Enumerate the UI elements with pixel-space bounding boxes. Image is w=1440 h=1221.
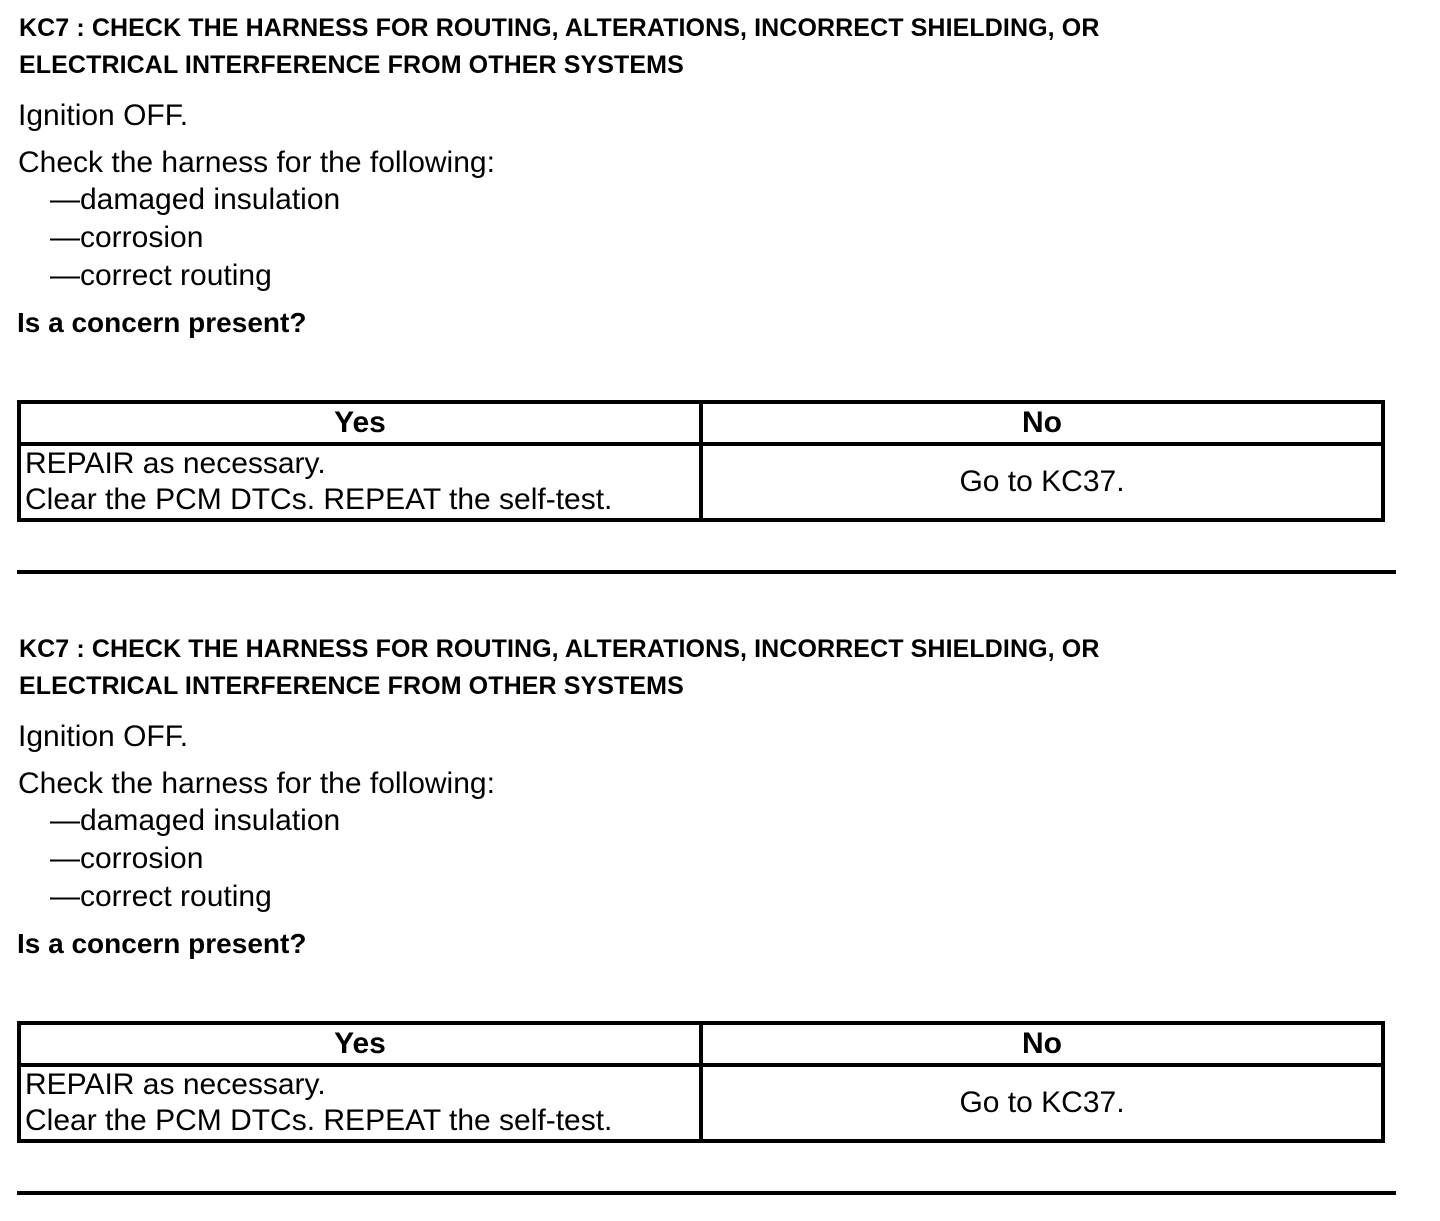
yes-column-header: Yes [19, 402, 701, 444]
no-action-cell: Go to KC37. [701, 1065, 1383, 1141]
yes-action-cell [19, 444, 701, 520]
section-divider [17, 1191, 1396, 1195]
checklist-item: —corrosion [50, 842, 204, 875]
no-column-header: No [701, 402, 1383, 444]
yes-action-line-2: Clear the PCM DTCs. REPEAT the self-test. [25, 1104, 613, 1137]
checklist-item: —damaged insulation [50, 804, 341, 837]
table-row [19, 1065, 1383, 1141]
checklist-item: —damaged insulation [50, 183, 341, 216]
yes-action-line-2: Clear the PCM DTCs. REPEAT the self-test. [25, 483, 613, 516]
table-row [19, 444, 1383, 520]
harness-checklist [50, 802, 340, 916]
checklist-item: —corrosion [50, 221, 204, 254]
step-heading [19, 631, 1379, 705]
check-intro: Check the harness for the following: [18, 767, 495, 800]
section-divider [17, 570, 1396, 574]
yes-action-line-1: REPAIR as necessary. [25, 447, 326, 480]
ignition-instruction: Ignition OFF. [18, 99, 189, 132]
checklist-item: —correct routing [50, 880, 272, 913]
yes-column-header: Yes [19, 1023, 701, 1065]
step-heading-line-2: ELECTRICAL INTERFERENCE FROM OTHER SYSTEMS [19, 672, 684, 700]
checklist-item: —correct routing [50, 259, 272, 292]
ignition-instruction: Ignition OFF. [18, 720, 189, 753]
table-header-row [19, 402, 1383, 444]
step-heading-line-1: KC7 : CHECK THE HARNESS FOR ROUTING, ALTERATIONS, INCORRECT SHIELDING, OR [19, 14, 1100, 42]
yes-no-result-table [17, 1021, 1385, 1143]
step-heading-line-1: KC7 : CHECK THE HARNESS FOR ROUTING, ALTERATIONS, INCORRECT SHIELDING, OR [19, 635, 1100, 663]
concern-question: Is a concern present? [17, 307, 307, 338]
yes-action-cell [19, 1065, 701, 1141]
yes-no-result-table [17, 400, 1385, 522]
concern-question: Is a concern present? [17, 928, 307, 959]
yes-action-line-1: REPAIR as necessary. [25, 1068, 326, 1101]
table-header-row [19, 1023, 1383, 1065]
no-column-header: No [701, 1023, 1383, 1065]
diagnostic-step-kc7-section [0, 621, 1440, 1221]
step-heading [19, 10, 1379, 84]
check-intro: Check the harness for the following: [18, 146, 495, 179]
harness-checklist [50, 181, 340, 295]
step-heading-line-2: ELECTRICAL INTERFERENCE FROM OTHER SYSTEMS [19, 51, 684, 79]
no-action-cell: Go to KC37. [701, 444, 1383, 520]
diagnostic-step-kc7-section [0, 0, 1440, 600]
